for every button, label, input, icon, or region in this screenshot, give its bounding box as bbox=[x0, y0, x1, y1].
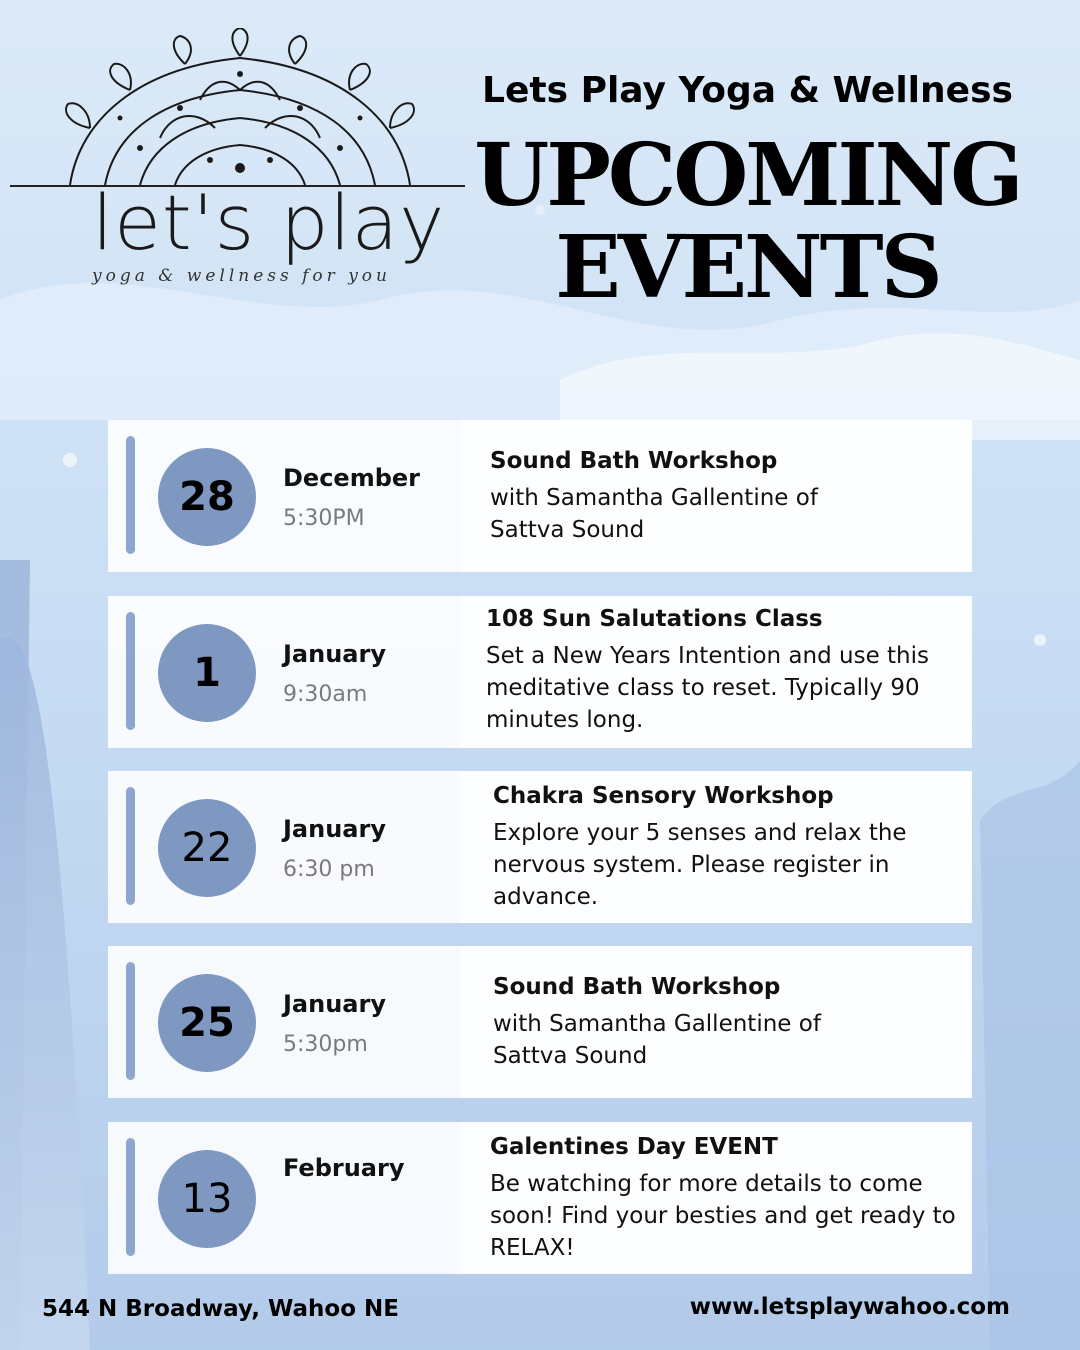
event-title: Sound Bath Workshop bbox=[490, 448, 778, 474]
event-time: 6:30 pm bbox=[283, 857, 375, 882]
event-time: 9:30am bbox=[283, 682, 368, 707]
event-card bbox=[108, 771, 972, 923]
event-description: with Samantha Gallentine of Sattva Sound bbox=[493, 1011, 821, 1069]
accent-bar bbox=[126, 436, 135, 554]
day-badge: 25 bbox=[158, 974, 256, 1072]
accent-bar bbox=[126, 962, 135, 1080]
accent-bar bbox=[126, 787, 135, 905]
day-badge: 13 bbox=[158, 1150, 256, 1248]
event-month: December bbox=[283, 464, 421, 492]
event-month: January bbox=[283, 990, 386, 1018]
website-link[interactable]: www.letsplaywahoo.com bbox=[689, 1294, 1010, 1320]
title-line-1: UPCOMING bbox=[474, 125, 1021, 226]
day-badge: 28 bbox=[158, 448, 256, 546]
event-title: Galentines Day EVENT bbox=[490, 1134, 778, 1160]
event-description: Explore your 5 senses and relax the nervous system. Please register in advance. bbox=[493, 820, 907, 910]
event-date-panel bbox=[108, 946, 460, 1098]
logo-tagline: yoga & wellness for you bbox=[92, 266, 391, 286]
day-badge: 22 bbox=[158, 799, 256, 897]
event-time: 5:30PM bbox=[283, 506, 365, 531]
event-date-panel bbox=[108, 1122, 460, 1274]
event-card bbox=[108, 946, 972, 1098]
event-card bbox=[108, 1122, 972, 1274]
event-description: Be watching for more details to come soon! Find your besties and get ready to RELAX! bbox=[490, 1171, 956, 1261]
event-title: Sound Bath Workshop bbox=[493, 974, 781, 1000]
day-badge: 1 bbox=[158, 624, 256, 722]
event-title: Chakra Sensory Workshop bbox=[493, 783, 834, 809]
event-description: with Samantha Gallentine of Sattva Sound bbox=[490, 485, 818, 543]
event-month: January bbox=[283, 640, 386, 668]
logo-wordmark: let's play bbox=[92, 178, 446, 267]
event-card bbox=[108, 420, 972, 572]
accent-bar bbox=[126, 1138, 135, 1256]
event-month: January bbox=[283, 815, 386, 843]
page-title bbox=[470, 125, 1025, 318]
event-date-panel bbox=[108, 420, 460, 572]
event-date-panel bbox=[108, 771, 460, 923]
accent-bar bbox=[126, 612, 135, 730]
event-date-panel bbox=[108, 596, 460, 748]
address: 544 N Broadway, Wahoo NE bbox=[42, 1296, 399, 1322]
event-card bbox=[108, 596, 972, 748]
mandala-icon bbox=[10, 28, 470, 193]
event-description: Set a New Years Intention and use this meditative class to reset. Typically 90 minutes long. bbox=[486, 643, 929, 733]
brand-name: Lets Play Yoga & Wellness bbox=[482, 70, 1013, 111]
event-title: 108 Sun Salutations Class bbox=[486, 606, 823, 632]
title-line-2: EVENTS bbox=[555, 217, 940, 318]
event-month: February bbox=[283, 1154, 405, 1182]
event-time: 5:30pm bbox=[283, 1032, 368, 1057]
